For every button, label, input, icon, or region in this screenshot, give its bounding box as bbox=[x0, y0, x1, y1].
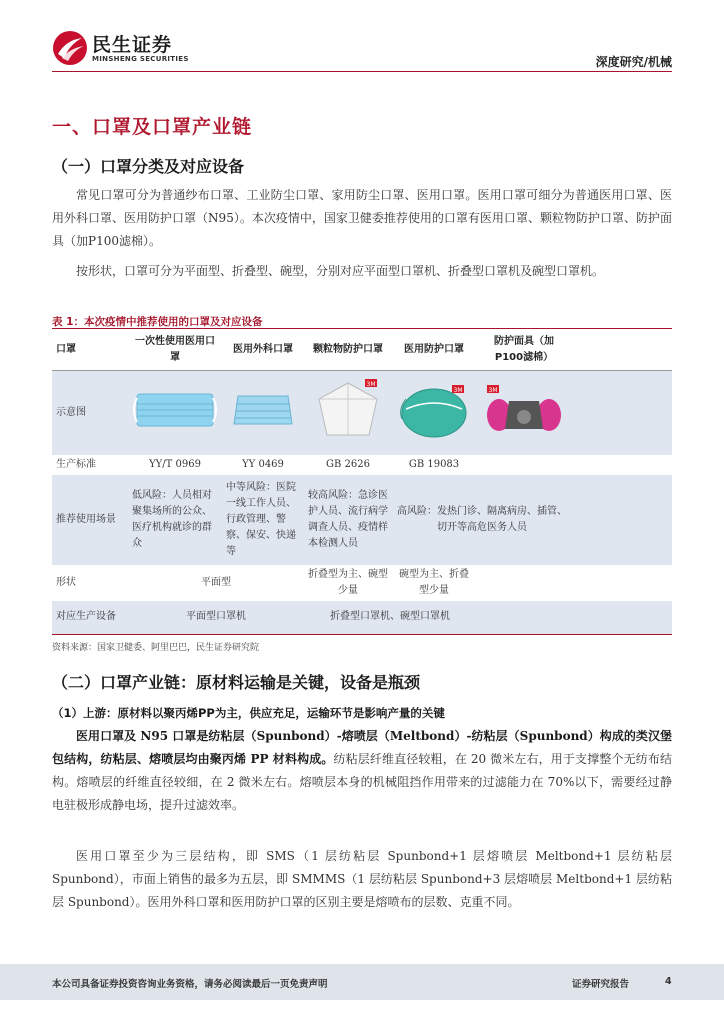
paragraph-layers: 医用口罩至少为三层结构，即 SMS（1 层纺粘层 Spunbond+1 层熔喷层 Meltbond+1 层纺粘层 Spunbond），市面上销售的最多为五层，即 SMMMS（1 层纺粘层 Spunbond+3 层熔喷层 Meltbond+1 层纺粘层 Spunbond）。医用外科口罩和医用防护口罩的区别主要是熔喷布的层数、克重不同。 bbox=[52, 849, 672, 909]
header-disposable-medical: 一次性使用医用口罩 bbox=[128, 330, 222, 371]
header-respirator: 防护面具（加P100滤棉） bbox=[476, 330, 572, 371]
paragraph-structure-rest: 纺粘层纤维直径较粗，在 20 微米左右，用于支撑整个无纺布结构。熔喷层的纤维直径较细，在 2 微米左右。熔喷层本身的机械阻挡作用带来的过滤能力在 70%以下，需要经过静电驻极形成静电场，提升过滤效率。 bbox=[52, 752, 672, 812]
scene-high-risk: 高风险：发热门诊、隔离病房、插管、切开等高危医务人员 bbox=[392, 475, 572, 565]
shape-cup: 碗型为主、折叠型少量 bbox=[399, 568, 469, 596]
table-row-standard bbox=[52, 455, 672, 475]
company-logo bbox=[52, 30, 197, 70]
table-row-images bbox=[52, 371, 672, 455]
disposable-mask-image bbox=[133, 390, 217, 430]
equipment-fold-cup: 折叠型口罩机、碗型口罩机 bbox=[304, 601, 476, 635]
header-divider bbox=[52, 71, 672, 72]
paragraph-mask-types: 常见口罩可分为普通纱布口罩、工业防尘口罩、家用防尘口罩、医用口罩。医用口罩可细分为普通医用口罩、医用外科口罩、医用防护口罩（N95）。本次疫情中，国家卫健委推荐使用的口罩有医用口罩、颗粒物防护口罩、防护面具（加P100滤棉）。 bbox=[52, 188, 672, 248]
table-row-scene bbox=[52, 475, 672, 565]
shape-fold: 折叠型为主、碗型少量 bbox=[308, 568, 388, 596]
section-title: 一、口罩及口罩产业链 bbox=[52, 116, 253, 138]
paragraph-structure bbox=[52, 725, 672, 817]
header-particulate: 颗粒物防护口罩 bbox=[304, 330, 392, 371]
svg-text:3M: 3M bbox=[488, 386, 498, 394]
subsection-title-1: （一）口罩分类及对应设备 bbox=[52, 157, 245, 176]
row-label-standard: 生产标准 bbox=[56, 458, 96, 470]
standard-medical-protective: GB 19083 bbox=[408, 458, 460, 470]
medical-protective-mask-image bbox=[396, 379, 472, 441]
p100-respirator-image bbox=[485, 383, 563, 437]
footer-report-type: 证券研究报告 bbox=[572, 979, 630, 990]
standard-disposable: YY/T 0969 bbox=[149, 458, 201, 470]
table-top-rule bbox=[52, 328, 672, 329]
logo-icon bbox=[52, 30, 88, 66]
header-mask: 口罩 bbox=[52, 330, 128, 371]
standard-surgical: YY 0469 bbox=[242, 458, 284, 470]
logo-text-en: MINSHENG SECURITIES bbox=[92, 55, 189, 63]
header-medical-protective: 医用防护口罩 bbox=[392, 330, 476, 371]
upstream-heading: （1）上游：原材料以聚丙烯PP为主，供应充足，运输环节是影响产量的关键 bbox=[52, 706, 445, 720]
svg-text:3M: 3M bbox=[453, 386, 463, 394]
row-label-equipment: 对应生产设备 bbox=[52, 601, 128, 635]
shape-flat: 平面型 bbox=[201, 576, 231, 588]
surgical-mask-image bbox=[230, 390, 296, 430]
row-label-shape: 形状 bbox=[56, 576, 76, 588]
scene-medium-risk: 中等风险：医院一线工作人员、行政管理、警察、保安、快递等 bbox=[222, 475, 304, 565]
table-title: 表 1：本次疫情中推荐使用的口罩及对应设备 bbox=[52, 316, 263, 328]
equipment-flat: 平面型口罩机 bbox=[128, 601, 304, 635]
mask-equipment-table bbox=[52, 330, 672, 635]
scene-low-risk: 低风险：人员相对聚集场所的公众、医疗机构就诊的群众 bbox=[128, 475, 222, 565]
page-header bbox=[0, 0, 724, 78]
paragraph-mask-shapes: 按形状，口罩可分为平面型、折叠型、碗型，分别对应平面型口罩机、折叠型口罩机及碗型口罩机。 bbox=[76, 264, 605, 278]
table-row-shape bbox=[52, 565, 672, 601]
standard-particulate: GB 2626 bbox=[326, 458, 370, 470]
logo-text-cn: 民生证券 bbox=[92, 34, 173, 56]
footer-disclaimer: 本公司具备证券投资咨询业务资格，请务必阅读最后一页免责声明 bbox=[52, 979, 328, 990]
paragraph-structure-bold: 医用口罩及 N95 口罩是纺粘层（Spunbond）-熔喷层（Meltbond）-纺粘层（Spunbond）构成的类汉堡包结构，纺粘层、熔喷层均由聚丙烯 PP 材料构成。 bbox=[52, 729, 672, 766]
page-number: 4 bbox=[665, 976, 672, 987]
row-label-image: 示意图 bbox=[52, 371, 128, 455]
table-source: 资料来源：国家卫健委、阿里巴巴，民生证券研究院 bbox=[52, 643, 260, 653]
document-category: 深度研究/机械 bbox=[595, 55, 672, 69]
row-label-scene: 推荐使用场景 bbox=[52, 475, 128, 565]
subsection-title-2: （二）口罩产业链：原材料运输是关键，设备是瓶颈 bbox=[52, 673, 421, 692]
svg-text:3M: 3M bbox=[366, 380, 376, 388]
particulate-respirator-image bbox=[311, 377, 385, 443]
table-row-equipment bbox=[52, 601, 672, 635]
header-surgical: 医用外科口罩 bbox=[222, 330, 304, 371]
table-header-row bbox=[52, 330, 672, 371]
scene-higher-risk: 较高风险：急诊医护人员、流行病学调查人员、疫情样本检测人员 bbox=[304, 475, 392, 565]
